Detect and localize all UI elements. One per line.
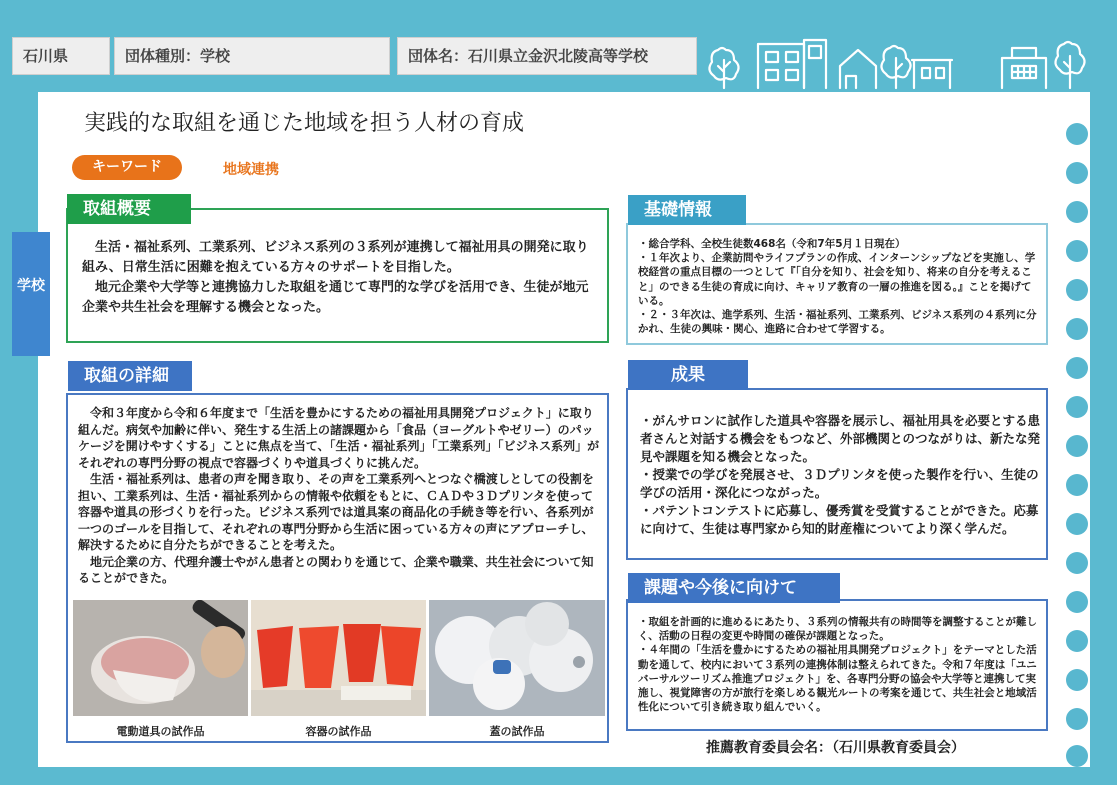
future-heading: 課題や今後に向けて xyxy=(628,573,840,603)
binder-hole xyxy=(1066,630,1088,652)
details-paragraph: 令和３年度から令和６年度まで「生活を豊かにするための福祉用具開発プロジェクト」に取り組んだ。病気や加齢に伴い、発生する生活上の諸課題から「食品（ヨーグルトやゼリー）のパッケージを開けやすくする」ことに焦点を当て、「生活・福祉系列」「工業系列」「ビジネス系列」がそれぞれの専門分野の視点で容器づくりや道具づくりに挑んだ。 xyxy=(78,406,600,470)
category-side-tab: 学校 xyxy=(12,232,50,356)
binder-hole xyxy=(1066,669,1088,691)
binder-hole xyxy=(1066,708,1088,730)
binder-hole xyxy=(1066,318,1088,340)
org-name-label: 団体名：石川県立金沢北陵高等学校 xyxy=(397,37,697,75)
results-heading: 成果 xyxy=(628,360,748,390)
overview-paragraph: 地元企業や大学等と連携協力した取組を通じて専門的な学びを活用でき、生徒が地元企業や共生社会を理解する機会となった。 xyxy=(82,280,589,315)
overview-paragraph: 生活・福祉系列、工業系列、ビジネス系列の３系列が連携して福祉用具の開発に取り組み、日常生活に困難を抱えている方々のサポートを目指した。 xyxy=(82,240,589,275)
binder-hole xyxy=(1066,201,1088,223)
results-box xyxy=(626,388,1048,560)
photo-caption: 電動道具の試作品 xyxy=(116,725,205,738)
binder-hole xyxy=(1066,162,1088,184)
photo-electric-tool xyxy=(73,600,248,716)
binder-hole xyxy=(1066,279,1088,301)
overview-box xyxy=(66,208,609,343)
details-paragraph: 地元企業の方、代理弁護士やがん患者との関わりを通じて、企業や職業、共生社会について知ることができた。 xyxy=(78,554,594,585)
details-heading: 取組の詳細 xyxy=(68,361,192,391)
binder-hole xyxy=(1066,552,1088,574)
basic-info-item: ・１年次より、企業訪問やライフプランの作成、インターンシップなどを実施し、学校経営の重点目標の一つとして『「自分を知り、社会を知り、将来の自分を考えること」のできる生徒の育成に向け、キャリア教育の一層の推進を図る。』ことを掲げている。 xyxy=(638,252,1036,307)
binder-hole xyxy=(1066,474,1088,496)
binder-hole xyxy=(1066,435,1088,457)
basic-info-heading: 基礎情報 xyxy=(628,195,746,225)
org-type-label: 団体種別：学校 xyxy=(114,37,390,75)
future-box xyxy=(626,599,1048,731)
keyword-value: 地域連携 xyxy=(223,162,279,178)
binder-hole xyxy=(1066,396,1088,418)
keyword-badge: キーワード xyxy=(72,155,182,180)
photo-caption: 蓋の試作品 xyxy=(489,725,545,738)
future-item: ・４年間の「生活を豊かにするための福祉用具開発プロジェクト」をテーマとした活動を通して、校内において３系列の連携体制は整えられてきた。令和７年度は「ユニバーサルツーリズム推進プロジェクト」を、各専門分野の協会や大学等と連携して実施し、視覚障害の方が旅行を楽しめる観光ルートの考案を通じて、共生社会と地域活性化について引き続き取り組んでいく。 xyxy=(638,644,1037,714)
binder-hole xyxy=(1066,240,1088,262)
binder-hole xyxy=(1066,357,1088,379)
page-title: 実践的な取組を通じた地域を担う人材の育成 xyxy=(84,111,525,136)
photo-containers xyxy=(251,600,426,716)
results-item: ・がんサロンに試作した道具や容器を展示し、福祉用具を必要とする患者さんと対話する機会をもつなど、外部機関とのつながりは、新たな発見や課題を知る機会となった。 xyxy=(640,413,1041,464)
basic-info-item: ・２・３年次は、進学系列、生活・福祉系列、工業系列、ビジネス系列の４系列に分かれ、生徒の興味・関心、進路に合わせて学習する。 xyxy=(638,309,1037,336)
photo-caption: 容器の試作品 xyxy=(305,725,372,738)
results-item: ・パテントコンテストに応募し、優秀賞を受賞することができた。応募に向けて、生徒は専門家から知的財産権についてより深く学んだ。 xyxy=(640,503,1039,536)
overview-heading: 取組概要 xyxy=(67,194,191,224)
results-item: ・授業での学びを発展させ、３Ｄプリンタを使った製作を行い、生徒の学びの活用・深化につながった。 xyxy=(640,467,1039,500)
binder-hole xyxy=(1066,591,1088,613)
basic-info-box xyxy=(626,223,1048,345)
binder-hole xyxy=(1066,513,1088,535)
recommending-board: 推薦教育委員会名：（石川県教育委員会） xyxy=(706,740,965,756)
town-illustration xyxy=(700,30,1100,92)
future-item: ・取組を計画的に進めるにあたり、３系列の情報共有の時間等を調整することが難しく、活動の日程の変更や時間の確保が課題となった。 xyxy=(638,616,1037,643)
photo-lids xyxy=(429,600,605,716)
binder-hole xyxy=(1066,745,1088,767)
basic-info-item: ・総合学科、全校生徒数468名（令和7年5月１日現在） xyxy=(638,238,906,250)
prefecture-label: 石川県 xyxy=(12,37,110,75)
details-paragraph: 生活・福祉系列は、患者の声を聞き取り、その声を工業系列へとつなぐ橋渡しとしての役割を担い、工業系列は、生活・福祉系列からの情報や依頼をもとに、ＣＡＤや３Ｄプリンタを使って容器や道具の形づくりを行った。ビジネス系列では道具案の商品化の手続き等を行い、各系列が一つのゴールを目指して、それぞれの専門分野から生活に困っている方々の声にアプローチし、解決するために自分たちができることを考えた。 xyxy=(78,472,594,552)
binder-hole xyxy=(1066,123,1088,145)
